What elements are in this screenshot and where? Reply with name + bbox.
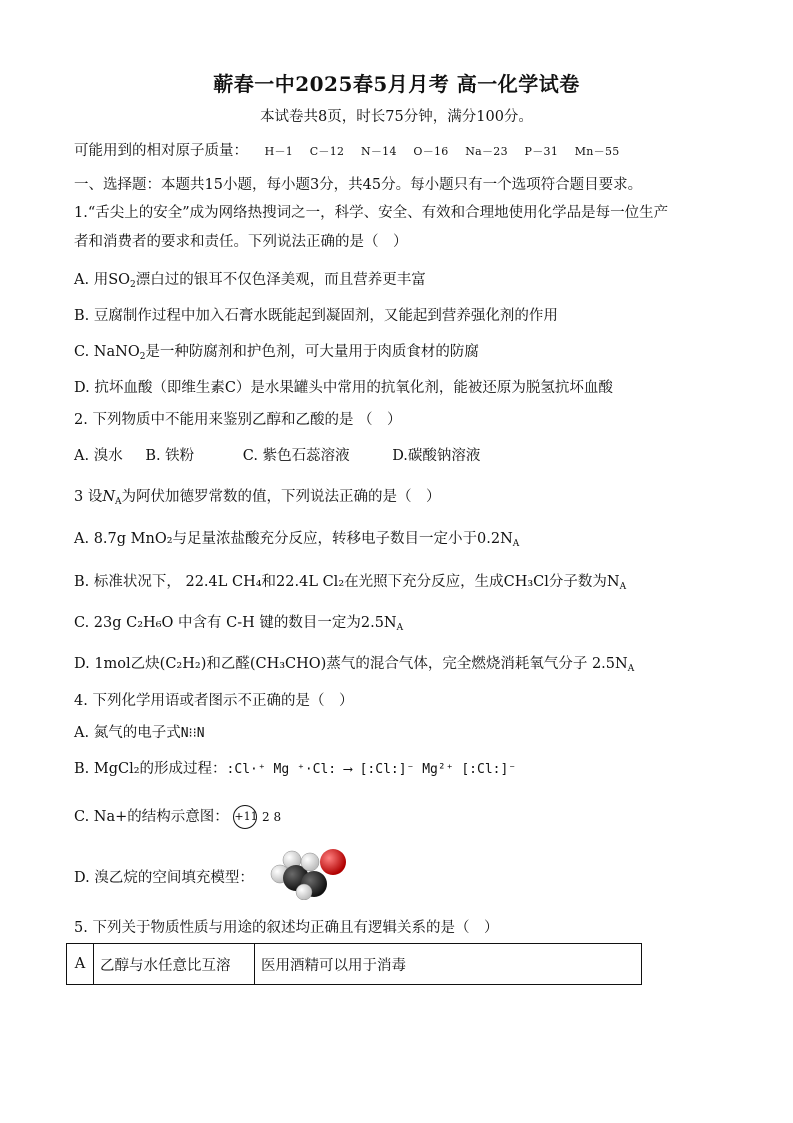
q4-option-d: D. 溴乙烷的空间填充模型： <box>74 870 254 886</box>
q5-use-cell: 医用酒精可以用于消毒 <box>255 944 642 985</box>
mgcl2-formation-diagram: :Cl·⁺ Mg ⁺·Cl: ⟶ [:Cl:]⁻ Mg²⁺ [:Cl:]⁻ <box>226 762 517 777</box>
bromine-atom <box>320 849 346 875</box>
q5-stem: 5. 下列关于物质性质与用途的叙述均正确且有逻辑关系的是（ ） <box>74 920 499 936</box>
section-heading: 一、选择题：本题共15小题，每小题3分，共45分。每小题只有一个选项符合题目要求。 <box>74 177 643 193</box>
q1-stem-line1: 1.“舌尖上的安全”成为网络热搜词之一，科学、安全、有效和合理地使用化学品是每一位生产 <box>74 205 669 221</box>
q1-option-c: C. NaNO$_2$是一种防腐剂和护色剂，可大量用于肉质食材的防腐 <box>74 344 479 362</box>
q5-row-label: A <box>67 944 94 985</box>
q3-option-a: A. 8.7g MnO₂与足量浓盐酸充分反应，转移电子数目一定小于$0.2N_A$ <box>74 531 520 549</box>
q5-property-cell: 乙醇与水任意比互溶 <box>94 944 255 985</box>
q3-stem: 3 设$N_A$为阿伏加德罗常数的值，下列说法正确的是（ ） <box>74 489 441 507</box>
exam-subtitle: 本试卷共8页，时长75分钟，满分100分。 <box>260 109 533 125</box>
atomic-mass-label: 可能用到的相对原子质量： <box>74 143 248 159</box>
hydrogen-atom <box>296 884 312 900</box>
q4-option-c: C. Na+的结构示意图： +11 2 8 <box>74 805 281 829</box>
q2-option-c: C. 紫色石蕊溶液 <box>242 448 350 464</box>
mass-na: Na－23 <box>465 145 508 158</box>
q1-stem-line2: 者和消费者的要求和责任。下列说法正确的是（ ） <box>74 234 408 250</box>
q3-option-c: C. 23g C₂H₆O 中含有 C-H 键的数目一定为$2.5N_A$ <box>74 615 404 633</box>
mass-mn: Mn－55 <box>574 145 620 158</box>
mass-h: H－1 <box>264 145 294 158</box>
q1-option-d: D. 抗坏血酸（即维生素C）是水果罐头中常用的抗氧化剂，能被还原为脱氢抗坏血酸 <box>74 380 613 396</box>
q3-option-d: D. 1mol乙炔(C₂H₂)和乙醛(CH₃CHO)蒸气的混合气体，完全燃烧消耗氧气分子 $2.5N_A$ <box>74 656 635 674</box>
q1-option-a: A. 用$SO_2$漂白过的银耳不仅色泽美观，而且营养更丰富 <box>74 272 426 290</box>
q2-option-a: A. 溴水 <box>74 448 123 464</box>
q4-stem: 4. 下列化学用语或者图示不正确的是（ ） <box>74 693 354 709</box>
mass-c: C－12 <box>309 145 345 158</box>
q5-table <box>66 943 642 985</box>
na-electron-shells: 2 8 <box>262 810 282 824</box>
q2-option-b: B. 铁粉 <box>145 448 195 464</box>
nitrogen-electron-formula: N⁝⁝N <box>180 726 205 741</box>
q1-option-b: B. 豆腐制作过程中加入石膏水既能起到凝固剂，又能起到营养强化剂的作用 <box>74 308 558 324</box>
atomic-mass-line <box>74 139 620 160</box>
bromoethane-space-filling-model <box>270 848 348 900</box>
q2-options <box>74 444 480 465</box>
mass-p: P－31 <box>524 145 559 158</box>
q3-option-b: B. 标准状况下， 22.4L CH₄和22.4L Cl₂在光照下充分反应，生成CH₃Cl分子数为$N_A$ <box>74 574 627 592</box>
q4-option-b: B. MgCl₂的形成过程：:Cl·⁺ Mg ⁺·Cl: ⟶ [:Cl:]⁻ Mg²⁺ [:Cl:]⁻ <box>74 761 517 777</box>
exam-title: 蕲春一中2025春5月月考 高一化学试卷 <box>213 72 580 96</box>
q4-option-a: A. 氮气的电子式N⁝⁝N <box>74 725 205 741</box>
q2-option-d: D.碳酸钠溶液 <box>392 448 481 464</box>
q2-stem: 2. 下列物质中不能用来鉴别乙醇和乙酸的是 （ ） <box>74 412 402 428</box>
table-row <box>67 944 642 985</box>
mass-n: N－14 <box>360 145 397 158</box>
mass-o: O－16 <box>413 145 449 158</box>
na-nucleus-circle: +11 <box>233 805 257 829</box>
hydrogen-atom <box>301 853 319 871</box>
